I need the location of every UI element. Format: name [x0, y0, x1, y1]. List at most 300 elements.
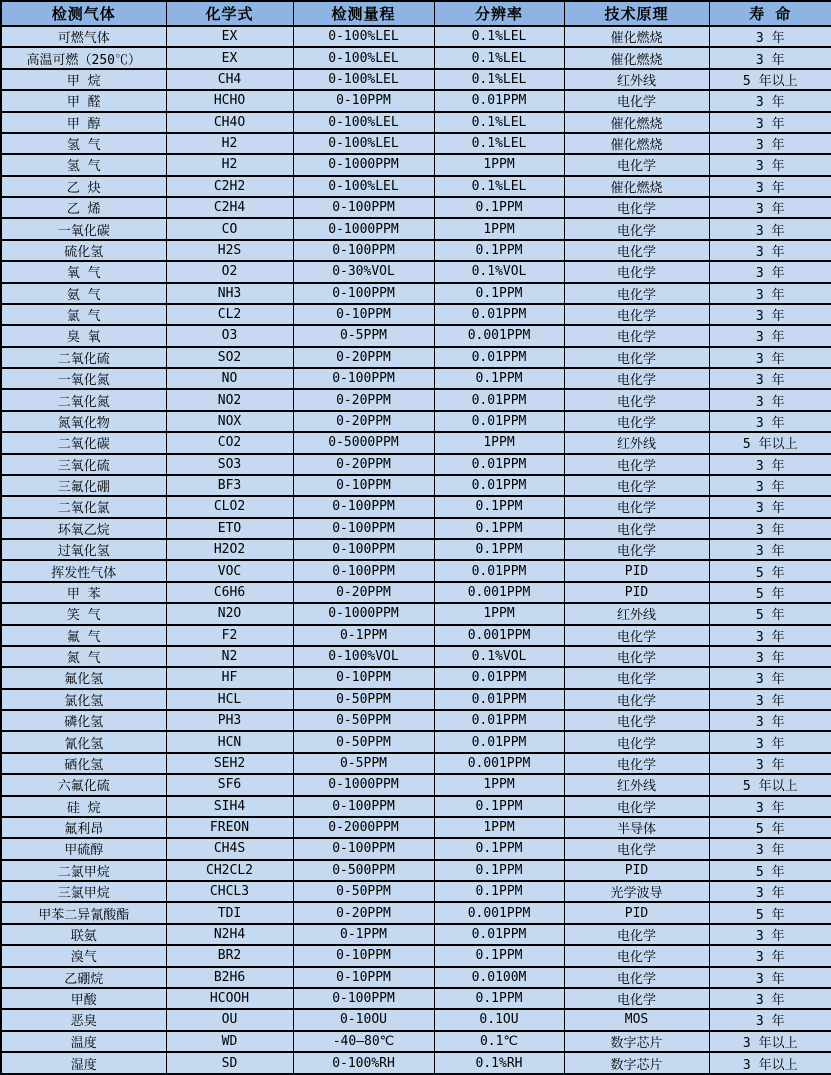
- resolution-cell: 0.1%LEL: [434, 176, 564, 197]
- formula-cell: H2: [166, 154, 293, 175]
- principle-cell: 红外线: [564, 432, 709, 453]
- formula-cell: CO2: [166, 432, 293, 453]
- range-cell: 0-100%VOL: [293, 646, 434, 667]
- gas-name-cell: 甲苯二异氰酸酯: [1, 902, 166, 923]
- range-cell: 0-1000PPM: [293, 154, 434, 175]
- resolution-cell: 1PPM: [434, 154, 564, 175]
- resolution-cell: 0.01PPM: [434, 454, 564, 475]
- range-cell: 0-100PPM: [293, 496, 434, 517]
- gas-name-cell: 氟利昂: [1, 817, 166, 838]
- formula-cell: H2: [166, 133, 293, 154]
- column-header: 检测气体: [1, 1, 166, 26]
- resolution-cell: 0.01PPM: [434, 347, 564, 368]
- gas-name-cell: 硒化氢: [1, 753, 166, 774]
- principle-cell: 催化燃烧: [564, 47, 709, 68]
- range-cell: 0-20PPM: [293, 411, 434, 432]
- table-row: [1, 881, 831, 902]
- lifespan-cell: 5 年: [709, 817, 831, 838]
- resolution-cell: 0.1PPM: [434, 368, 564, 389]
- principle-cell: 电化学: [564, 454, 709, 475]
- range-cell: 0-1PPM: [293, 625, 434, 646]
- principle-cell: MOS: [564, 1009, 709, 1030]
- resolution-cell: 0.1%RH: [434, 1052, 564, 1074]
- table-row: [1, 454, 831, 475]
- principle-cell: 电化学: [564, 154, 709, 175]
- lifespan-cell: 3 年: [709, 304, 831, 325]
- table-row: [1, 689, 831, 710]
- table-row: [1, 368, 831, 389]
- principle-cell: 半导体: [564, 817, 709, 838]
- gas-name-cell: 甲 醛: [1, 90, 166, 111]
- lifespan-cell: 3 年: [709, 689, 831, 710]
- range-cell: 0-10PPM: [293, 304, 434, 325]
- range-cell: 0-100PPM: [293, 988, 434, 1009]
- range-cell: 0-100PPM: [293, 240, 434, 261]
- lifespan-cell: 3 年: [709, 47, 831, 68]
- lifespan-cell: 3 年: [709, 518, 831, 539]
- formula-cell: EX: [166, 47, 293, 68]
- principle-cell: 电化学: [564, 496, 709, 517]
- resolution-cell: 0.01PPM: [434, 90, 564, 111]
- table-row: [1, 1009, 831, 1030]
- lifespan-cell: 5 年: [709, 603, 831, 624]
- principle-cell: 催化燃烧: [564, 112, 709, 133]
- lifespan-cell: 3 年: [709, 496, 831, 517]
- formula-cell: N2: [166, 646, 293, 667]
- formula-cell: H2S: [166, 240, 293, 261]
- range-cell: 0-10PPM: [293, 667, 434, 688]
- principle-cell: 电化学: [564, 197, 709, 218]
- principle-cell: 红外线: [564, 774, 709, 795]
- table-row: [1, 283, 831, 304]
- lifespan-cell: 3 年: [709, 753, 831, 774]
- resolution-cell: 0.1PPM: [434, 283, 564, 304]
- lifespan-cell: 3 年: [709, 796, 831, 817]
- formula-cell: C6H6: [166, 582, 293, 603]
- gas-name-cell: 一氧化氮: [1, 368, 166, 389]
- principle-cell: 电化学: [564, 90, 709, 111]
- range-cell: 0-10PPM: [293, 475, 434, 496]
- gas-name-cell: 氨 气: [1, 283, 166, 304]
- resolution-cell: 0.1℃: [434, 1031, 564, 1052]
- principle-cell: 电化学: [564, 261, 709, 282]
- table-row: [1, 176, 831, 197]
- resolution-cell: 0.1PPM: [434, 197, 564, 218]
- range-cell: 0-100%LEL: [293, 26, 434, 47]
- gas-name-cell: 挥发性气体: [1, 560, 166, 581]
- table-row: [1, 796, 831, 817]
- resolution-cell: 0.1PPM: [434, 518, 564, 539]
- principle-cell: 电化学: [564, 347, 709, 368]
- formula-cell: WD: [166, 1031, 293, 1052]
- column-header: 分辨率: [434, 1, 564, 26]
- formula-cell: PH3: [166, 710, 293, 731]
- gas-name-cell: 笑 气: [1, 603, 166, 624]
- resolution-cell: 0.1PPM: [434, 860, 564, 881]
- principle-cell: PID: [564, 902, 709, 923]
- gas-name-cell: 氟化氢: [1, 667, 166, 688]
- table-row: [1, 731, 831, 752]
- lifespan-cell: 3 年: [709, 112, 831, 133]
- formula-cell: FREON: [166, 817, 293, 838]
- principle-cell: 电化学: [564, 389, 709, 410]
- principle-cell: 电化学: [564, 304, 709, 325]
- principle-cell: 数字芯片: [564, 1031, 709, 1052]
- resolution-cell: 0.1PPM: [434, 240, 564, 261]
- resolution-cell: 1PPM: [434, 774, 564, 795]
- lifespan-cell: 3 年: [709, 539, 831, 560]
- resolution-cell: 0.001PPM: [434, 325, 564, 346]
- range-cell: 0-20PPM: [293, 454, 434, 475]
- resolution-cell: 0.1PPM: [434, 796, 564, 817]
- gas-name-cell: 氮 气: [1, 646, 166, 667]
- resolution-cell: 0.1%LEL: [434, 112, 564, 133]
- formula-cell: CLO2: [166, 496, 293, 517]
- resolution-cell: 0.001PPM: [434, 582, 564, 603]
- gas-name-cell: 三氧化硫: [1, 454, 166, 475]
- formula-cell: O3: [166, 325, 293, 346]
- resolution-cell: 0.1PPM: [434, 881, 564, 902]
- formula-cell: HCHO: [166, 90, 293, 111]
- lifespan-cell: 3 年: [709, 838, 831, 859]
- resolution-cell: 0.001PPM: [434, 902, 564, 923]
- gas-name-cell: 三氯甲烷: [1, 881, 166, 902]
- table-row: [1, 710, 831, 731]
- lifespan-cell: 3 年: [709, 988, 831, 1009]
- lifespan-cell: 5 年以上: [709, 774, 831, 795]
- table-row: [1, 47, 831, 68]
- resolution-cell: 0.01PPM: [434, 389, 564, 410]
- column-header: 化学式: [166, 1, 293, 26]
- lifespan-cell: 3 年: [709, 261, 831, 282]
- range-cell: 0-30%VOL: [293, 261, 434, 282]
- lifespan-cell: 3 年: [709, 667, 831, 688]
- range-cell: 0-100PPM: [293, 518, 434, 539]
- range-cell: 0-20PPM: [293, 347, 434, 368]
- lifespan-cell: 3 年: [709, 710, 831, 731]
- range-cell: 0-500PPM: [293, 860, 434, 881]
- principle-cell: PID: [564, 582, 709, 603]
- gas-name-cell: 二氧化碳: [1, 432, 166, 453]
- gas-name-cell: 氟 气: [1, 625, 166, 646]
- table-row: [1, 924, 831, 945]
- table-row: [1, 261, 831, 282]
- lifespan-cell: 3 年: [709, 90, 831, 111]
- formula-cell: SEH2: [166, 753, 293, 774]
- principle-cell: 催化燃烧: [564, 26, 709, 47]
- principle-cell: 电化学: [564, 924, 709, 945]
- principle-cell: 光学波导: [564, 881, 709, 902]
- lifespan-cell: 3 年: [709, 945, 831, 966]
- resolution-cell: 0.01PPM: [434, 689, 564, 710]
- formula-cell: SF6: [166, 774, 293, 795]
- table-row: [1, 26, 831, 47]
- table-row: [1, 411, 831, 432]
- table-row: [1, 475, 831, 496]
- formula-cell: CO: [166, 218, 293, 239]
- range-cell: 0-1000PPM: [293, 218, 434, 239]
- principle-cell: 电化学: [564, 667, 709, 688]
- range-cell: 0-2000PPM: [293, 817, 434, 838]
- table-row: [1, 667, 831, 688]
- gas-name-cell: 甲硫醇: [1, 838, 166, 859]
- formula-cell: VOC: [166, 560, 293, 581]
- lifespan-cell: 3 年以上: [709, 1031, 831, 1052]
- lifespan-cell: 3 年: [709, 240, 831, 261]
- gas-name-cell: 环氧乙烷: [1, 518, 166, 539]
- table-row: [1, 389, 831, 410]
- principle-cell: 电化学: [564, 945, 709, 966]
- lifespan-cell: 3 年: [709, 454, 831, 475]
- formula-cell: HCOOH: [166, 988, 293, 1009]
- table-row: [1, 753, 831, 774]
- lifespan-cell: 3 年以上: [709, 1052, 831, 1074]
- lifespan-cell: 5 年: [709, 582, 831, 603]
- table-body: [1, 26, 831, 1074]
- gas-name-cell: 甲 烷: [1, 69, 166, 90]
- lifespan-cell: 3 年: [709, 26, 831, 47]
- gas-name-cell: 硫化氢: [1, 240, 166, 261]
- resolution-cell: 1PPM: [434, 218, 564, 239]
- principle-cell: 电化学: [564, 967, 709, 988]
- formula-cell: C2H2: [166, 176, 293, 197]
- formula-cell: EX: [166, 26, 293, 47]
- resolution-cell: 0.01PPM: [434, 560, 564, 581]
- table-row: [1, 240, 831, 261]
- formula-cell: SO2: [166, 347, 293, 368]
- gas-name-cell: 二氧化硫: [1, 347, 166, 368]
- formula-cell: NH3: [166, 283, 293, 304]
- range-cell: 0-10PPM: [293, 967, 434, 988]
- principle-cell: 催化燃烧: [564, 133, 709, 154]
- range-cell: 0-100%LEL: [293, 47, 434, 68]
- gas-name-cell: 乙硼烷: [1, 967, 166, 988]
- range-cell: 0-100PPM: [293, 368, 434, 389]
- gas-name-cell: 三氟化硼: [1, 475, 166, 496]
- formula-cell: OU: [166, 1009, 293, 1030]
- principle-cell: 红外线: [564, 69, 709, 90]
- range-cell: 0-10PPM: [293, 945, 434, 966]
- table-header: [1, 1, 831, 26]
- formula-cell: O2: [166, 261, 293, 282]
- gas-name-cell: 磷化氢: [1, 710, 166, 731]
- principle-cell: 电化学: [564, 710, 709, 731]
- principle-cell: 电化学: [564, 325, 709, 346]
- principle-cell: 电化学: [564, 753, 709, 774]
- formula-cell: HCL: [166, 689, 293, 710]
- table-row: [1, 154, 831, 175]
- gas-name-cell: 氢 气: [1, 154, 166, 175]
- lifespan-cell: 3 年: [709, 475, 831, 496]
- table-row: [1, 817, 831, 838]
- gas-name-cell: 乙 炔: [1, 176, 166, 197]
- range-cell: 0-10PPM: [293, 90, 434, 111]
- table-row: [1, 1052, 831, 1074]
- formula-cell: N2H4: [166, 924, 293, 945]
- lifespan-cell: 5 年以上: [709, 432, 831, 453]
- formula-cell: SIH4: [166, 796, 293, 817]
- gas-name-cell: 甲酸: [1, 988, 166, 1009]
- gas-name-cell: 高温可燃（250℃）: [1, 47, 166, 68]
- gas-name-cell: 一氧化碳: [1, 218, 166, 239]
- gas-name-cell: 过氧化氢: [1, 539, 166, 560]
- range-cell: 0-20PPM: [293, 389, 434, 410]
- formula-cell: CH4: [166, 69, 293, 90]
- resolution-cell: 0.1%VOL: [434, 261, 564, 282]
- gas-name-cell: 溴气: [1, 945, 166, 966]
- table-row: [1, 988, 831, 1009]
- table-row: [1, 518, 831, 539]
- resolution-cell: 0.01PPM: [434, 475, 564, 496]
- gas-name-cell: 二氯甲烷: [1, 860, 166, 881]
- table-row: [1, 625, 831, 646]
- resolution-cell: 1PPM: [434, 603, 564, 624]
- formula-cell: HCN: [166, 731, 293, 752]
- formula-cell: ETO: [166, 518, 293, 539]
- table-row: [1, 133, 831, 154]
- table-row: [1, 582, 831, 603]
- table-row: [1, 860, 831, 881]
- range-cell: 0-100PPM: [293, 539, 434, 560]
- gas-name-cell: 氢 气: [1, 133, 166, 154]
- range-cell: 0-100%LEL: [293, 112, 434, 133]
- principle-cell: 电化学: [564, 689, 709, 710]
- lifespan-cell: 5 年以上: [709, 69, 831, 90]
- lifespan-cell: 3 年: [709, 283, 831, 304]
- range-cell: 0-5PPM: [293, 325, 434, 346]
- gas-name-cell: 可燃气体: [1, 26, 166, 47]
- principle-cell: 电化学: [564, 283, 709, 304]
- principle-cell: 电化学: [564, 539, 709, 560]
- column-header: 寿 命: [709, 1, 831, 26]
- range-cell: 0-100PPM: [293, 197, 434, 218]
- range-cell: 0-100PPM: [293, 560, 434, 581]
- principle-cell: 电化学: [564, 796, 709, 817]
- formula-cell: NOX: [166, 411, 293, 432]
- formula-cell: SO3: [166, 454, 293, 475]
- range-cell: 0-20PPM: [293, 582, 434, 603]
- formula-cell: CH2CL2: [166, 860, 293, 881]
- lifespan-cell: 3 年: [709, 154, 831, 175]
- resolution-cell: 0.1PPM: [434, 838, 564, 859]
- formula-cell: CH4S: [166, 838, 293, 859]
- principle-cell: 电化学: [564, 368, 709, 389]
- table-row: [1, 539, 831, 560]
- resolution-cell: 0.01PPM: [434, 304, 564, 325]
- column-header: 技术原理: [564, 1, 709, 26]
- table-row: [1, 967, 831, 988]
- resolution-cell: 0.1%LEL: [434, 47, 564, 68]
- lifespan-cell: 3 年: [709, 625, 831, 646]
- table-row: [1, 902, 831, 923]
- gas-name-cell: 臭 氧: [1, 325, 166, 346]
- formula-cell: BR2: [166, 945, 293, 966]
- range-cell: 0-20PPM: [293, 902, 434, 923]
- lifespan-cell: 3 年: [709, 368, 831, 389]
- principle-cell: 数字芯片: [564, 1052, 709, 1074]
- resolution-cell: 0.01PPM: [434, 731, 564, 752]
- range-cell: 0-100PPM: [293, 838, 434, 859]
- gas-name-cell: 氮氧化物: [1, 411, 166, 432]
- lifespan-cell: 3 年: [709, 325, 831, 346]
- lifespan-cell: 3 年: [709, 133, 831, 154]
- table-row: [1, 945, 831, 966]
- lifespan-cell: 3 年: [709, 176, 831, 197]
- table-row: [1, 69, 831, 90]
- formula-cell: F2: [166, 625, 293, 646]
- lifespan-cell: 3 年: [709, 347, 831, 368]
- gas-name-cell: 氰化氢: [1, 731, 166, 752]
- principle-cell: 电化学: [564, 731, 709, 752]
- gas-name-cell: 乙 烯: [1, 197, 166, 218]
- lifespan-cell: 3 年: [709, 411, 831, 432]
- range-cell: 0-100PPM: [293, 283, 434, 304]
- table-row: [1, 838, 831, 859]
- lifespan-cell: 3 年: [709, 1009, 831, 1030]
- resolution-cell: 1PPM: [434, 817, 564, 838]
- range-cell: 0-50PPM: [293, 731, 434, 752]
- principle-cell: 电化学: [564, 646, 709, 667]
- resolution-cell: 0.001PPM: [434, 753, 564, 774]
- range-cell: 0-50PPM: [293, 710, 434, 731]
- table-row: [1, 603, 831, 624]
- gas-name-cell: 甲 醇: [1, 112, 166, 133]
- gas-name-cell: 联氨: [1, 924, 166, 945]
- formula-cell: SD: [166, 1052, 293, 1074]
- formula-cell: N2O: [166, 603, 293, 624]
- header-row: [1, 1, 831, 26]
- resolution-cell: 0.1%LEL: [434, 69, 564, 90]
- principle-cell: PID: [564, 860, 709, 881]
- range-cell: 0-5PPM: [293, 753, 434, 774]
- formula-cell: BF3: [166, 475, 293, 496]
- formula-cell: B2H6: [166, 967, 293, 988]
- principle-cell: PID: [564, 560, 709, 581]
- table-row: [1, 432, 831, 453]
- resolution-cell: 0.01PPM: [434, 924, 564, 945]
- lifespan-cell: 3 年: [709, 967, 831, 988]
- gas-name-cell: 二氧化氮: [1, 389, 166, 410]
- table-row: [1, 560, 831, 581]
- range-cell: 0-10OU: [293, 1009, 434, 1030]
- lifespan-cell: 5 年: [709, 902, 831, 923]
- lifespan-cell: 5 年: [709, 560, 831, 581]
- principle-cell: 电化学: [564, 475, 709, 496]
- formula-cell: CH4O: [166, 112, 293, 133]
- range-cell: 0-1000PPM: [293, 774, 434, 795]
- principle-cell: 电化学: [564, 518, 709, 539]
- resolution-cell: 0.1PPM: [434, 988, 564, 1009]
- gas-name-cell: 硅 烷: [1, 796, 166, 817]
- gas-name-cell: 氧 气: [1, 261, 166, 282]
- gas-name-cell: 恶臭: [1, 1009, 166, 1030]
- gas-name-cell: 湿度: [1, 1052, 166, 1074]
- formula-cell: NO2: [166, 389, 293, 410]
- table-row: [1, 304, 831, 325]
- formula-cell: CHCL3: [166, 881, 293, 902]
- range-cell: 0-100PPM: [293, 796, 434, 817]
- resolution-cell: 0.01PPM: [434, 667, 564, 688]
- resolution-cell: 0.1PPM: [434, 945, 564, 966]
- principle-cell: 电化学: [564, 218, 709, 239]
- gas-name-cell: 六氟化硫: [1, 774, 166, 795]
- resolution-cell: 0.001PPM: [434, 625, 564, 646]
- range-cell: 0-50PPM: [293, 881, 434, 902]
- gas-name-cell: 甲 苯: [1, 582, 166, 603]
- principle-cell: 电化学: [564, 988, 709, 1009]
- principle-cell: 电化学: [564, 625, 709, 646]
- range-cell: 0-50PPM: [293, 689, 434, 710]
